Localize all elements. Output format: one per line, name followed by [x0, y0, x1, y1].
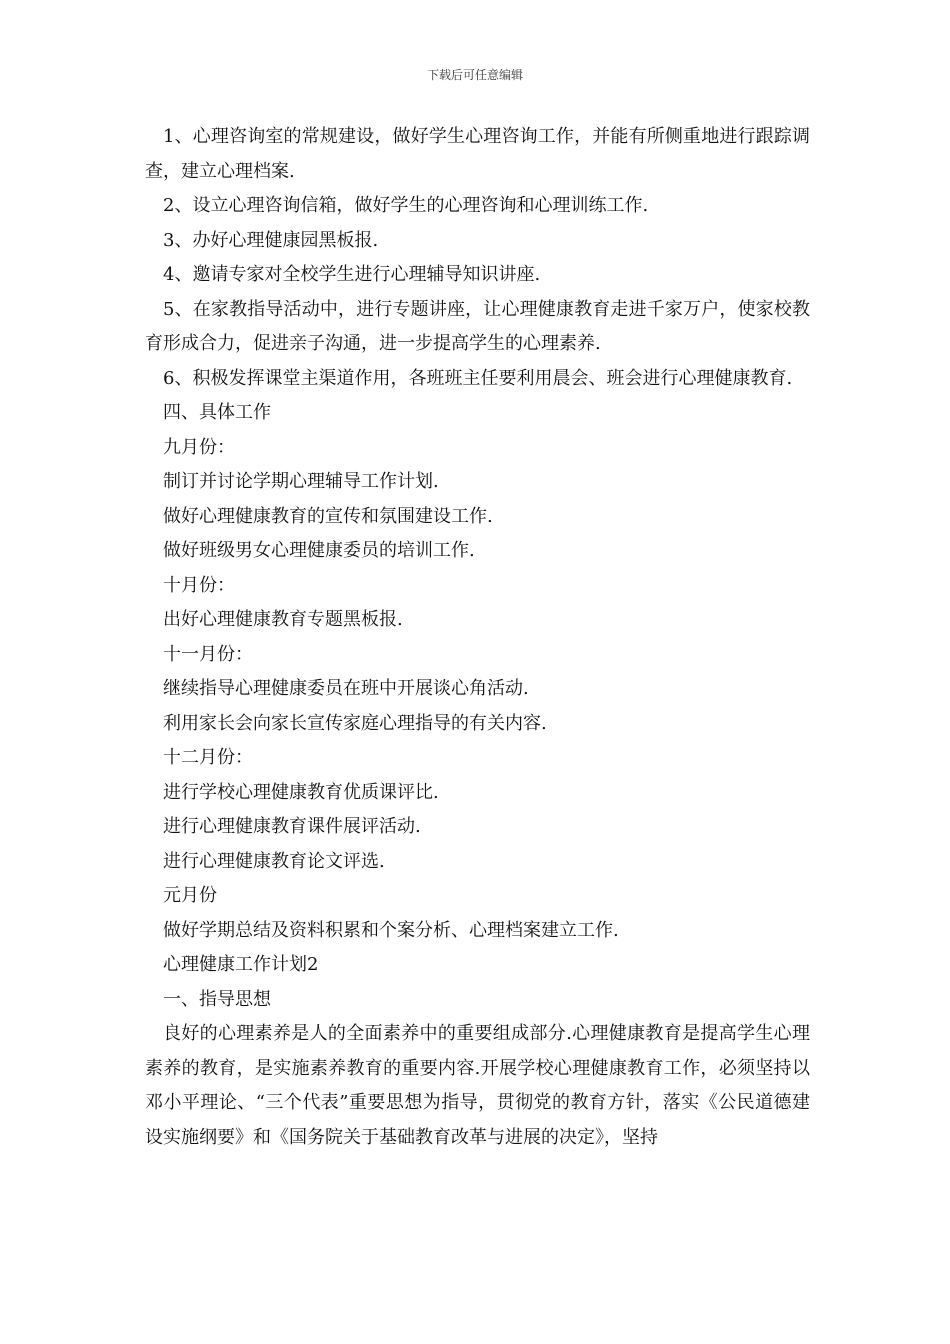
list-item: 制订并讨论学期心理辅导工作计划.	[163, 471, 439, 492]
month-heading-october: 十月份：	[163, 574, 235, 596]
list-item: 做好班级男女心理健康委员的培训工作.	[163, 540, 475, 561]
section-heading-specific-work: 四、具体工作	[163, 402, 271, 423]
paragraph-guiding-thought: 良好的心理素养是人的全面素养中的重要组成部分.心理健康教育是提高学生心理素养的教育，是实施素养教育的重要内容.开展学校心理健康教育工作，必须坚持以邓小平理论、“三个代表”重要思想为指导，贯彻党的教育方针，落实《公民道德建设实施纲要》和《国务院关于基础教育改革与进展的决定》，坚持	[145, 1023, 810, 1148]
list-item: 进行心理健康教育课件展评活动.	[163, 816, 421, 837]
month-heading-november: 十一月份：	[163, 643, 253, 665]
paragraph-2: 2、设立心理咨询信箱，做好学生的心理咨询和心理训练工作.	[163, 195, 649, 216]
list-item: 利用家长会向家长宣传家庭心理指导的有关内容.	[163, 712, 547, 734]
paragraph-6: 6、积极发挥课堂主渠道作用，各班班主任要利用晨会、班会进行心理健康教育.	[163, 367, 793, 389]
list-item: 进行学校心理健康教育优质课评比.	[163, 781, 439, 803]
list-item: 进行心理健康教育论文评选.	[163, 850, 385, 872]
document-body	[145, 120, 810, 1155]
month-heading-january: 元月份	[163, 885, 217, 906]
month-heading-september: 九月份：	[163, 436, 235, 458]
list-item: 做好学期总结及资料积累和个案分析、心理档案建立工作.	[163, 919, 619, 941]
list-item: 继续指导心理健康委员在班中开展谈心角活动.	[163, 678, 529, 699]
paragraph-4: 4、邀请专家对全校学生进行心理辅导知识讲座.	[163, 264, 541, 285]
month-heading-december: 十二月份：	[163, 747, 253, 768]
section-heading-guiding-thought: 一、指导思想	[163, 988, 271, 1010]
list-item: 做好心理健康教育的宣传和氛围建设工作.	[163, 505, 493, 527]
list-item: 出好心理健康教育专题黑板报.	[163, 609, 403, 630]
paragraph-1: 1、心理咨询室的常规建设，做好学生心理咨询工作，并能有所侧重地进行跟踪调查，建立心理档案.	[145, 126, 810, 182]
paragraph-5: 5、在家教指导活动中，进行专题讲座，让心理健康教育走进千家万户，使家校教育形成合力，促进亲子沟通，进一步提高学生的心理素养.	[145, 298, 810, 354]
paragraph-3: 3、办好心理健康园黑板报.	[163, 229, 379, 251]
plan-title-2: 心理健康工作计划2	[163, 954, 319, 975]
page-header: 下载后可任意编辑	[426, 68, 523, 82]
